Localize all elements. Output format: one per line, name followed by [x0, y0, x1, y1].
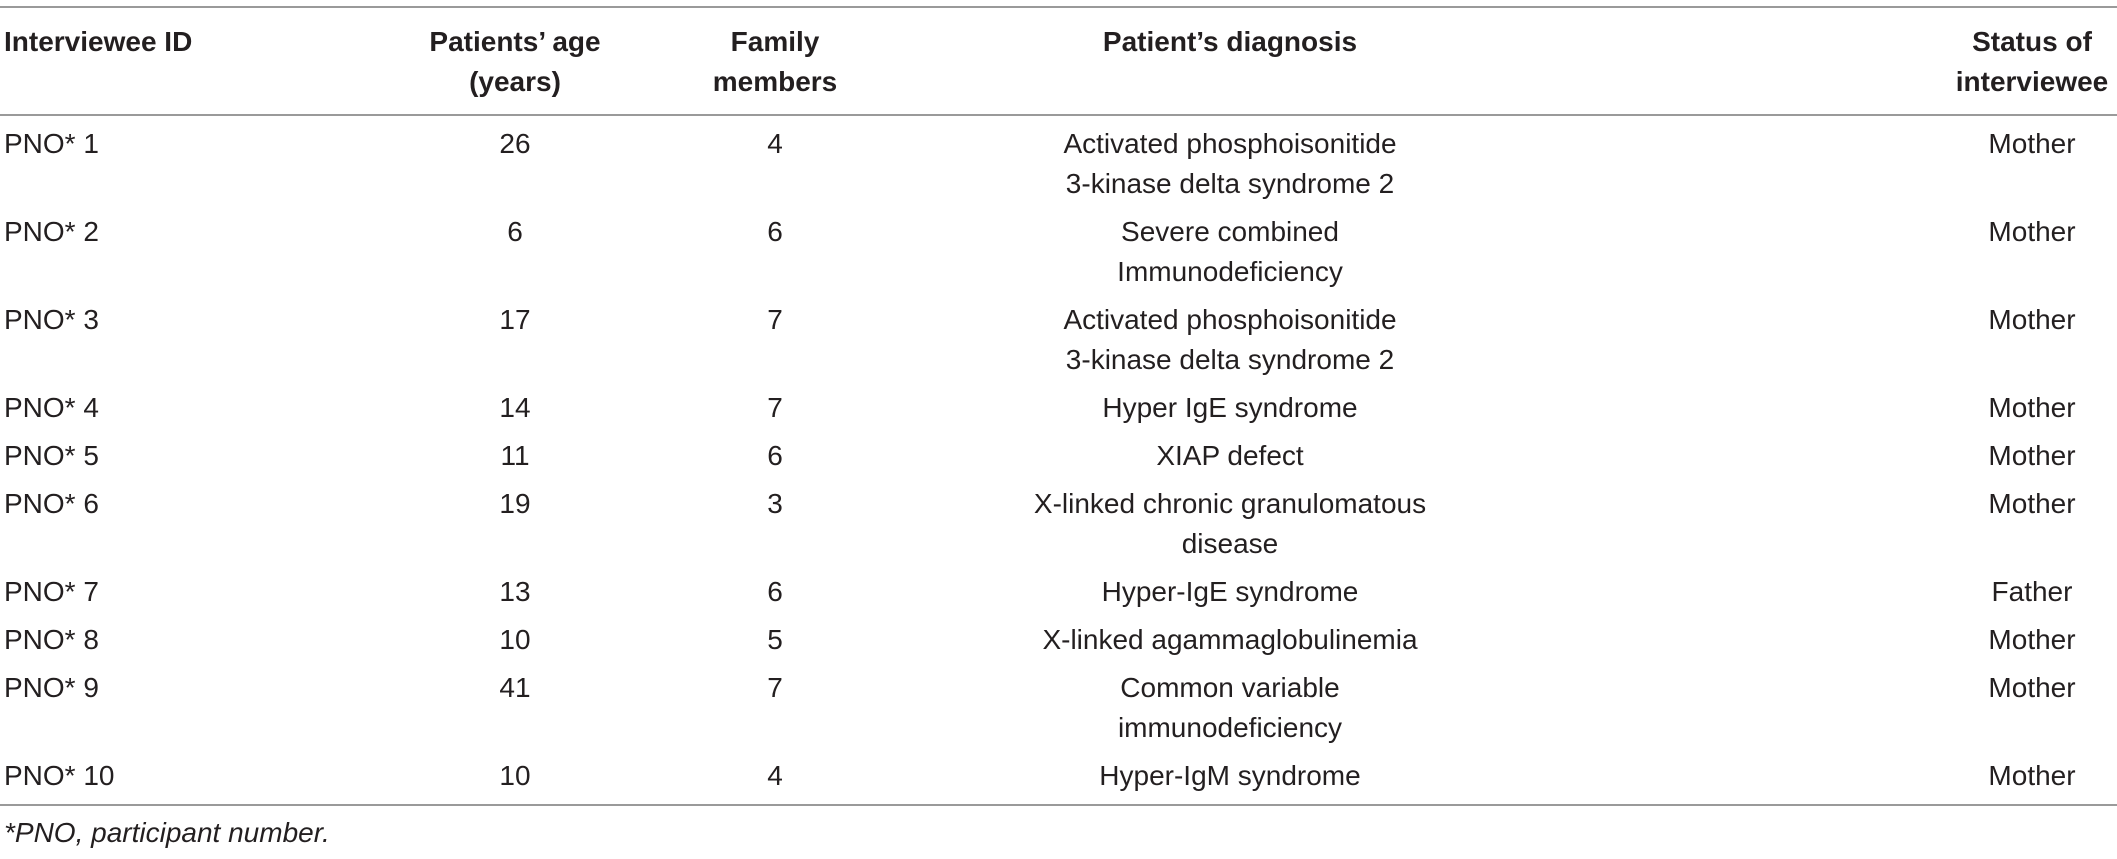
table-row — [0, 296, 2117, 384]
header-row — [0, 7, 2117, 115]
family-members-text: 4 — [767, 128, 783, 159]
cell-diagnosis — [865, 115, 1595, 208]
status-wrap — [1947, 756, 2117, 796]
footnote: *PNO, participant number. — [4, 817, 330, 848]
status-text: Mother — [1988, 488, 2076, 519]
header-diagnosis-text: Patient’s diagnosis — [1102, 26, 1358, 57]
interviewee-id-text: PNO* 1 — [4, 128, 99, 159]
cell-status — [1595, 384, 2117, 432]
family-members-text: 7 — [767, 672, 783, 703]
table-row — [0, 480, 2117, 568]
cell-patient-age — [345, 432, 685, 480]
interviewee-id-text: PNO* 9 — [4, 672, 99, 703]
family-members-text: 6 — [767, 440, 783, 471]
patient-age-text: 26 — [499, 128, 531, 159]
status-text: Mother — [1988, 216, 2076, 247]
diagnosis-line1: Common variable — [1120, 672, 1340, 703]
diagnosis-line1: Activated phosphoisonitide — [1063, 304, 1397, 335]
table-row — [0, 115, 2117, 208]
cell-diagnosis — [865, 296, 1595, 384]
diagnosis-line1: XIAP defect — [1156, 440, 1304, 471]
status-wrap — [1947, 300, 2117, 340]
header-family-line1: Family — [730, 26, 820, 57]
cell-status — [1595, 296, 2117, 384]
table-row — [0, 568, 2117, 616]
status-text: Mother — [1988, 304, 2076, 335]
cell-family-members — [685, 115, 865, 208]
cell-family-members — [685, 752, 865, 805]
cell-interviewee-id — [0, 664, 345, 752]
diagnosis-line1: Activated phosphoisonitide — [1063, 128, 1397, 159]
cell-status — [1595, 752, 2117, 805]
cell-interviewee-id — [0, 384, 345, 432]
patient-age-text: 10 — [499, 624, 531, 655]
header-status — [1595, 7, 2117, 115]
cell-patient-age — [345, 568, 685, 616]
interviewee-id-text: PNO* 2 — [4, 216, 99, 247]
status-text: Father — [1991, 576, 2073, 607]
cell-family-members — [685, 664, 865, 752]
patient-age-text: 11 — [500, 440, 530, 471]
cell-interviewee-id — [0, 568, 345, 616]
cell-patient-age — [345, 296, 685, 384]
cell-status — [1595, 616, 2117, 664]
cell-diagnosis — [865, 752, 1595, 805]
interviewee-id-text: PNO* 5 — [4, 440, 99, 471]
interviewee-table — [0, 6, 2117, 806]
table-row — [0, 752, 2117, 805]
diagnosis-line2: 3-kinase delta syndrome 2 — [1065, 344, 1395, 375]
cell-interviewee-id — [0, 432, 345, 480]
cell-family-members — [685, 296, 865, 384]
cell-diagnosis — [865, 664, 1595, 752]
cell-family-members — [685, 616, 865, 664]
header-patients-diagnosis — [865, 7, 1595, 115]
patient-age-text: 6 — [507, 216, 523, 247]
header-status-line2: interviewee — [1955, 66, 2109, 97]
cell-patient-age — [345, 208, 685, 296]
patient-age-text: 13 — [499, 576, 531, 607]
family-members-text: 6 — [767, 216, 783, 247]
status-wrap — [1947, 620, 2117, 660]
family-members-text: 6 — [767, 576, 783, 607]
cell-status — [1595, 432, 2117, 480]
status-text: Mother — [1988, 440, 2076, 471]
table-row — [0, 664, 2117, 752]
family-members-text: 7 — [767, 304, 783, 335]
diagnosis-line1: Hyper-IgE syndrome — [1101, 576, 1359, 607]
patient-age-text: 10 — [499, 760, 531, 791]
cell-status — [1595, 115, 2117, 208]
header-age-line2: (years) — [469, 66, 561, 97]
patient-age-text: 19 — [499, 488, 531, 519]
status-wrap — [1947, 668, 2117, 708]
status-wrap — [1947, 484, 2117, 524]
cell-family-members — [685, 568, 865, 616]
family-members-text: 5 — [767, 624, 783, 655]
cell-patient-age — [345, 752, 685, 805]
cell-diagnosis — [865, 568, 1595, 616]
table-body — [0, 115, 2117, 805]
cell-family-members — [685, 432, 865, 480]
table-row — [0, 208, 2117, 296]
status-wrap — [1947, 436, 2117, 476]
diagnosis-line1: Hyper IgE syndrome — [1102, 392, 1358, 423]
cell-interviewee-id — [0, 752, 345, 805]
cell-status — [1595, 664, 2117, 752]
interviewee-id-text: PNO* 4 — [4, 392, 99, 423]
status-wrap — [1947, 388, 2117, 428]
family-members-text: 7 — [767, 392, 783, 423]
cell-patient-age — [345, 480, 685, 568]
patient-age-text: 14 — [499, 392, 531, 423]
header-status-line1-wrap — [1947, 22, 2117, 102]
header-patients-age — [345, 7, 685, 115]
diagnosis-line2: Immunodeficiency — [1117, 256, 1343, 287]
family-members-text: 4 — [767, 760, 783, 791]
cell-diagnosis — [865, 208, 1595, 296]
cell-status — [1595, 568, 2117, 616]
table-row — [0, 384, 2117, 432]
status-text: Mother — [1988, 624, 2076, 655]
diagnosis-line1: Severe combined — [1121, 216, 1339, 247]
family-members-text: 3 — [767, 488, 783, 519]
patient-age-text: 17 — [499, 304, 531, 335]
diagnosis-line1: X-linked chronic granulomatous — [1033, 488, 1427, 519]
cell-status — [1595, 480, 2117, 568]
status-wrap — [1947, 124, 2117, 164]
table-row — [0, 432, 2117, 480]
cell-family-members — [685, 208, 865, 296]
diagnosis-line2: 3-kinase delta syndrome 2 — [1065, 168, 1395, 199]
table-row — [0, 616, 2117, 664]
cell-patient-age — [345, 384, 685, 432]
cell-interviewee-id — [0, 616, 345, 664]
patient-age-text: 41 — [499, 672, 531, 703]
interviewee-id-text: PNO* 10 — [4, 760, 115, 791]
status-text: Mother — [1988, 128, 2076, 159]
diagnosis-line2: immunodeficiency — [1117, 712, 1343, 743]
cell-patient-age — [345, 664, 685, 752]
cell-status — [1595, 208, 2117, 296]
status-text: Mother — [1988, 672, 2076, 703]
cell-patient-age — [345, 616, 685, 664]
status-text: Mother — [1988, 760, 2076, 791]
cell-diagnosis — [865, 616, 1595, 664]
interviewee-id-text: PNO* 3 — [4, 304, 99, 335]
cell-family-members — [685, 480, 865, 568]
status-wrap — [1947, 572, 2117, 612]
interviewee-id-text: PNO* 7 — [4, 576, 99, 607]
header-id-text: Interviewee ID — [4, 26, 193, 57]
header-family-members — [685, 7, 865, 115]
cell-interviewee-id — [0, 208, 345, 296]
status-wrap — [1947, 212, 2117, 252]
cell-interviewee-id — [0, 480, 345, 568]
status-text: Mother — [1988, 392, 2076, 423]
diagnosis-line1: X-linked agammaglobulinemia — [1042, 624, 1418, 655]
cell-diagnosis — [865, 432, 1595, 480]
header-family-line2: members — [712, 66, 838, 97]
cell-diagnosis — [865, 480, 1595, 568]
interviewee-id-text: PNO* 8 — [4, 624, 99, 655]
diagnosis-line1: Hyper-IgM syndrome — [1099, 760, 1361, 791]
table-header — [0, 7, 2117, 115]
cell-interviewee-id — [0, 115, 345, 208]
interviewee-id-text: PNO* 6 — [4, 488, 99, 519]
cell-patient-age — [345, 115, 685, 208]
cell-family-members — [685, 384, 865, 432]
header-interviewee-id — [0, 7, 345, 115]
cell-interviewee-id — [0, 296, 345, 384]
header-status-line1: Status of — [1972, 26, 2092, 57]
diagnosis-line2: disease — [1181, 528, 1279, 559]
header-age-line1: Patients’ age — [429, 26, 601, 57]
cell-diagnosis — [865, 384, 1595, 432]
